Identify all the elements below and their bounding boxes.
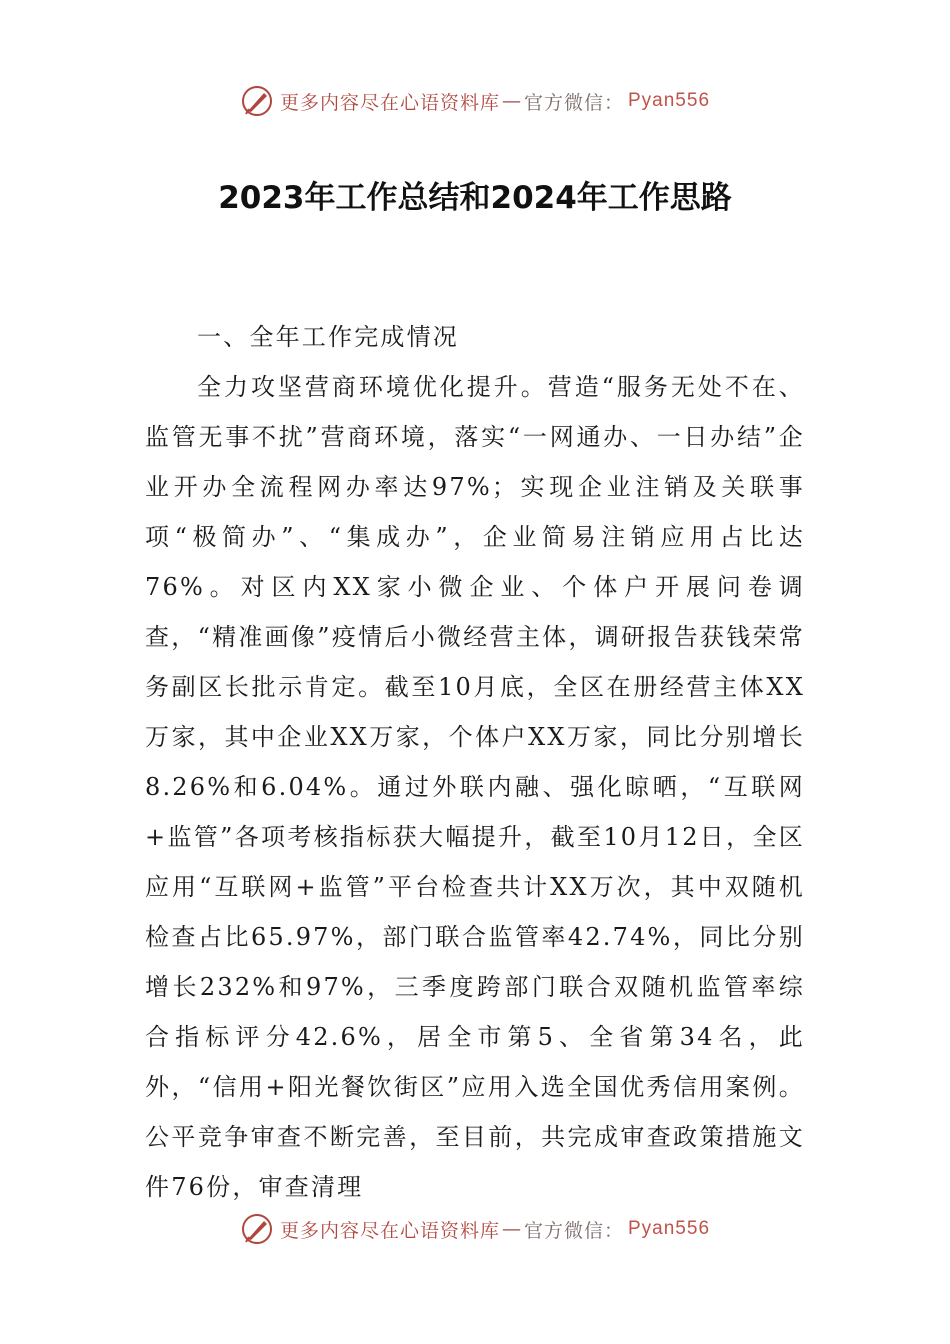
watermark-wechat-id: Pyan556 (628, 1218, 711, 1239)
body-paragraph: 全力攻坚营商环境优化提升。营造“服务无处不在、监管无事不扰”营商环境，落实“一网通办、一日办结”企业开办全流程网办率达97%；实现企业注销及关联事项“极简办”、“集成办”，企业简易注销应用占比达76%。对区内XX家小微企业、个体户开展问卷调查，“精准画像”疫情后小微经营主体，调研报告获钱荣常务副区长批示肯定。截至10月底，全区在册经营主体XX万家，其中企业XX万家，个体户XX万家，同比分别增长8.26%和6.04%。通过外联内融、强化晾晒，“互联网+监管”各项考核指标获大幅提升，截至10月12日，全区应用“互联网+监管”平台检查共计XX万次，其中双随机检查占比65.97%，部门联合监管率42.74%，同比分别增长232%和97%，三季度跨部门联合双随机监管率综合指标评分42.6%，居全市第5、全省第34名，此外，“信用+阳光餐饮街区”应用入选全国优秀信用案例。公平竞争审查不断完善，至目前，共完成审查政策措施文件76份，审查清理 (145, 373, 805, 1201)
document-title: 2023年工作总结和2024年工作思路 (218, 180, 732, 216)
watermark-label: 官方微信： (523, 91, 624, 114)
watermark-label: 官方微信： (523, 1219, 624, 1242)
watermark-site-text: 更多内容尽在心语资料库 (279, 91, 500, 114)
section-heading: 一、全年工作完成情况 (197, 323, 459, 351)
watermark-separator: — (501, 90, 522, 112)
watermark-separator: — (501, 1218, 522, 1240)
document-body (145, 312, 805, 1212)
watermark-site-text: 更多内容尽在心语资料库 (279, 1219, 500, 1242)
quill-logo-icon (240, 84, 274, 118)
footer-watermark (0, 1212, 950, 1246)
watermark-wechat-id: Pyan556 (628, 90, 711, 111)
quill-logo-icon (240, 1212, 274, 1246)
header-watermark (0, 84, 950, 118)
